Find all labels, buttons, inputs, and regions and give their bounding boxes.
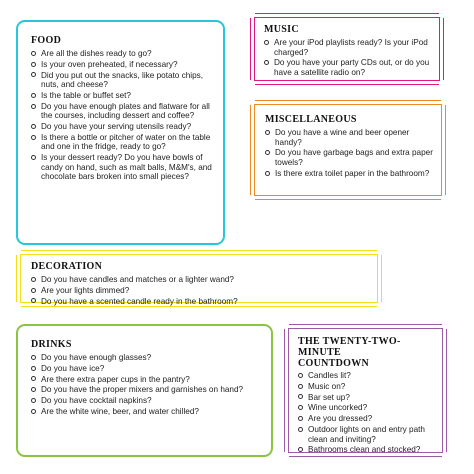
checkbox-circle-icon[interactable] [31,376,36,381]
corner-notch [442,320,451,329]
decoration-checklist [31,275,371,306]
checkbox-circle-icon[interactable] [31,355,36,360]
checkbox-circle-icon[interactable] [298,405,303,410]
checkbox-circle-icon[interactable] [298,373,303,378]
checkbox-circle-icon[interactable] [265,150,270,155]
checkbox-circle-icon[interactable] [264,40,269,45]
checklist-item[interactable]: Do you have your serving utensils ready? [31,122,214,132]
checklist-item[interactable]: Do you have enough plates and flatware for all the courses, including dessert and coffee? [31,102,214,121]
corner-notch [377,302,386,311]
checkbox-circle-icon[interactable] [298,447,303,452]
checklist-item[interactable]: Do you have candles and matches or a lighter wand? [31,275,371,285]
checklist-item[interactable]: Candles lit? [298,371,438,381]
miscellaneous-checklist [265,128,435,178]
checklist-item[interactable]: Is there extra toilet paper in the bathroom? [265,169,435,179]
food-title: FOOD [31,35,62,46]
checkbox-circle-icon[interactable] [298,384,303,389]
checkbox-circle-icon[interactable] [31,277,36,282]
checklist-item[interactable]: Is your dessert ready? Do you have bowls of candy on hand, such as malt balls, M&M's, and chocolate bars broken into small pieces? [31,153,214,182]
checklist-item[interactable]: Do you have the proper mixers and garnishes on hand? [31,385,261,395]
checkbox-circle-icon[interactable] [31,298,36,303]
corner-notch [442,452,451,461]
corner-notch [439,80,448,89]
checkbox-circle-icon[interactable] [265,171,270,176]
music-card [250,13,444,85]
checklist-item[interactable]: Is your oven preheated, if necessary? [31,60,214,70]
decoration-card [16,250,382,307]
checkbox-circle-icon[interactable] [31,93,36,98]
checkbox-circle-icon[interactable] [31,387,36,392]
checklist-item[interactable]: Are your iPod playlists ready? Is your iPod charged? [264,38,433,57]
corner-notch [280,452,289,461]
countdown-title-line1: THE TWENTY-TWO-MINUTE [298,336,401,358]
checkbox-circle-icon[interactable] [298,416,303,421]
corner-notch [377,246,386,255]
music-title: MUSIC [264,24,299,35]
music-content [264,24,433,78]
checklist-item[interactable]: Are you dressed? [298,414,438,424]
checklist-item[interactable]: Are the white wine, beer, and water chilled? [31,407,261,417]
checkbox-circle-icon[interactable] [31,409,36,414]
checkbox-circle-icon[interactable] [31,155,36,160]
checklist-item[interactable]: Do you have cocktail napkins? [31,396,261,406]
corner-notch [12,302,21,311]
checklist-item[interactable]: Wine uncorked? [298,403,438,413]
checklist-item[interactable]: Do you have enough glasses? [31,353,261,363]
checkbox-circle-icon[interactable] [31,124,36,129]
corner-notch [246,96,255,105]
corner-notch [246,195,255,204]
checkbox-circle-icon[interactable] [298,427,303,432]
checkbox-circle-icon[interactable] [298,394,303,399]
drinks-card [16,324,273,457]
corner-notch [280,320,289,329]
corner-notch [441,96,450,105]
countdown-title [298,336,438,369]
checklist-item[interactable]: Are there extra paper cups in the pantry? [31,375,261,385]
checkbox-circle-icon[interactable] [31,72,36,77]
checkbox-circle-icon[interactable] [31,288,36,293]
checkbox-circle-icon[interactable] [31,51,36,56]
checklist-item[interactable]: Is there a bottle or pitcher of water on the table and one in the fridge, ready to go? [31,133,214,152]
checklist-item[interactable]: Do you have your party CDs out, or do you have a satellite radio on? [264,58,433,77]
corner-notch [246,9,255,18]
countdown-title-line2: COUNTDOWN [298,358,370,369]
miscellaneous-card [250,100,446,200]
checklist-item[interactable]: Bar set up? [298,393,438,403]
checkbox-circle-icon[interactable] [31,135,36,140]
checklist-item[interactable]: Are all the dishes ready to go? [31,49,214,59]
checkbox-circle-icon[interactable] [264,60,269,65]
checklist-item[interactable]: Is the table or buffet set? [31,91,214,101]
checklist-item[interactable]: Do you have garbage bags and extra paper towels? [265,148,435,167]
decoration-title: DECORATION [31,261,103,272]
checklist-item[interactable]: Are your lights dimmed? [31,286,371,296]
checklist-item[interactable]: Music on? [298,382,438,392]
checkbox-circle-icon[interactable] [31,366,36,371]
music-checklist [264,38,433,78]
countdown-content [298,336,438,455]
checklist-item[interactable]: Bathrooms clean and stocked? [298,445,438,455]
checklist-item[interactable]: Did you put out the snacks, like potato chips, nuts, and cheese? [31,71,214,90]
drinks-checklist [31,353,261,417]
corner-notch [439,9,448,18]
checkbox-circle-icon[interactable] [31,62,36,67]
corner-notch [246,80,255,89]
checkbox-circle-icon[interactable] [31,104,36,109]
checklist-item[interactable]: Outdoor lights on and entry path clean and inviting? [298,425,438,444]
checklist-item[interactable]: Do you have a wine and beer opener handy? [265,128,435,147]
countdown-card [284,324,447,457]
corner-notch [12,246,21,255]
miscellaneous-content [265,114,435,178]
decoration-content [31,261,371,306]
countdown-checklist [298,371,438,455]
food-checklist [31,49,214,182]
checkbox-circle-icon[interactable] [31,398,36,403]
checkbox-circle-icon[interactable] [265,130,270,135]
corner-notch [441,195,450,204]
food-card [16,20,225,245]
checklist-item[interactable]: Do you have ice? [31,364,261,374]
checklist-item[interactable]: Do you have a scented candle ready in the bathroom? [31,297,371,307]
drinks-title: DRINKS [31,339,72,350]
miscellaneous-title: MISCELLANEOUS [265,114,357,125]
